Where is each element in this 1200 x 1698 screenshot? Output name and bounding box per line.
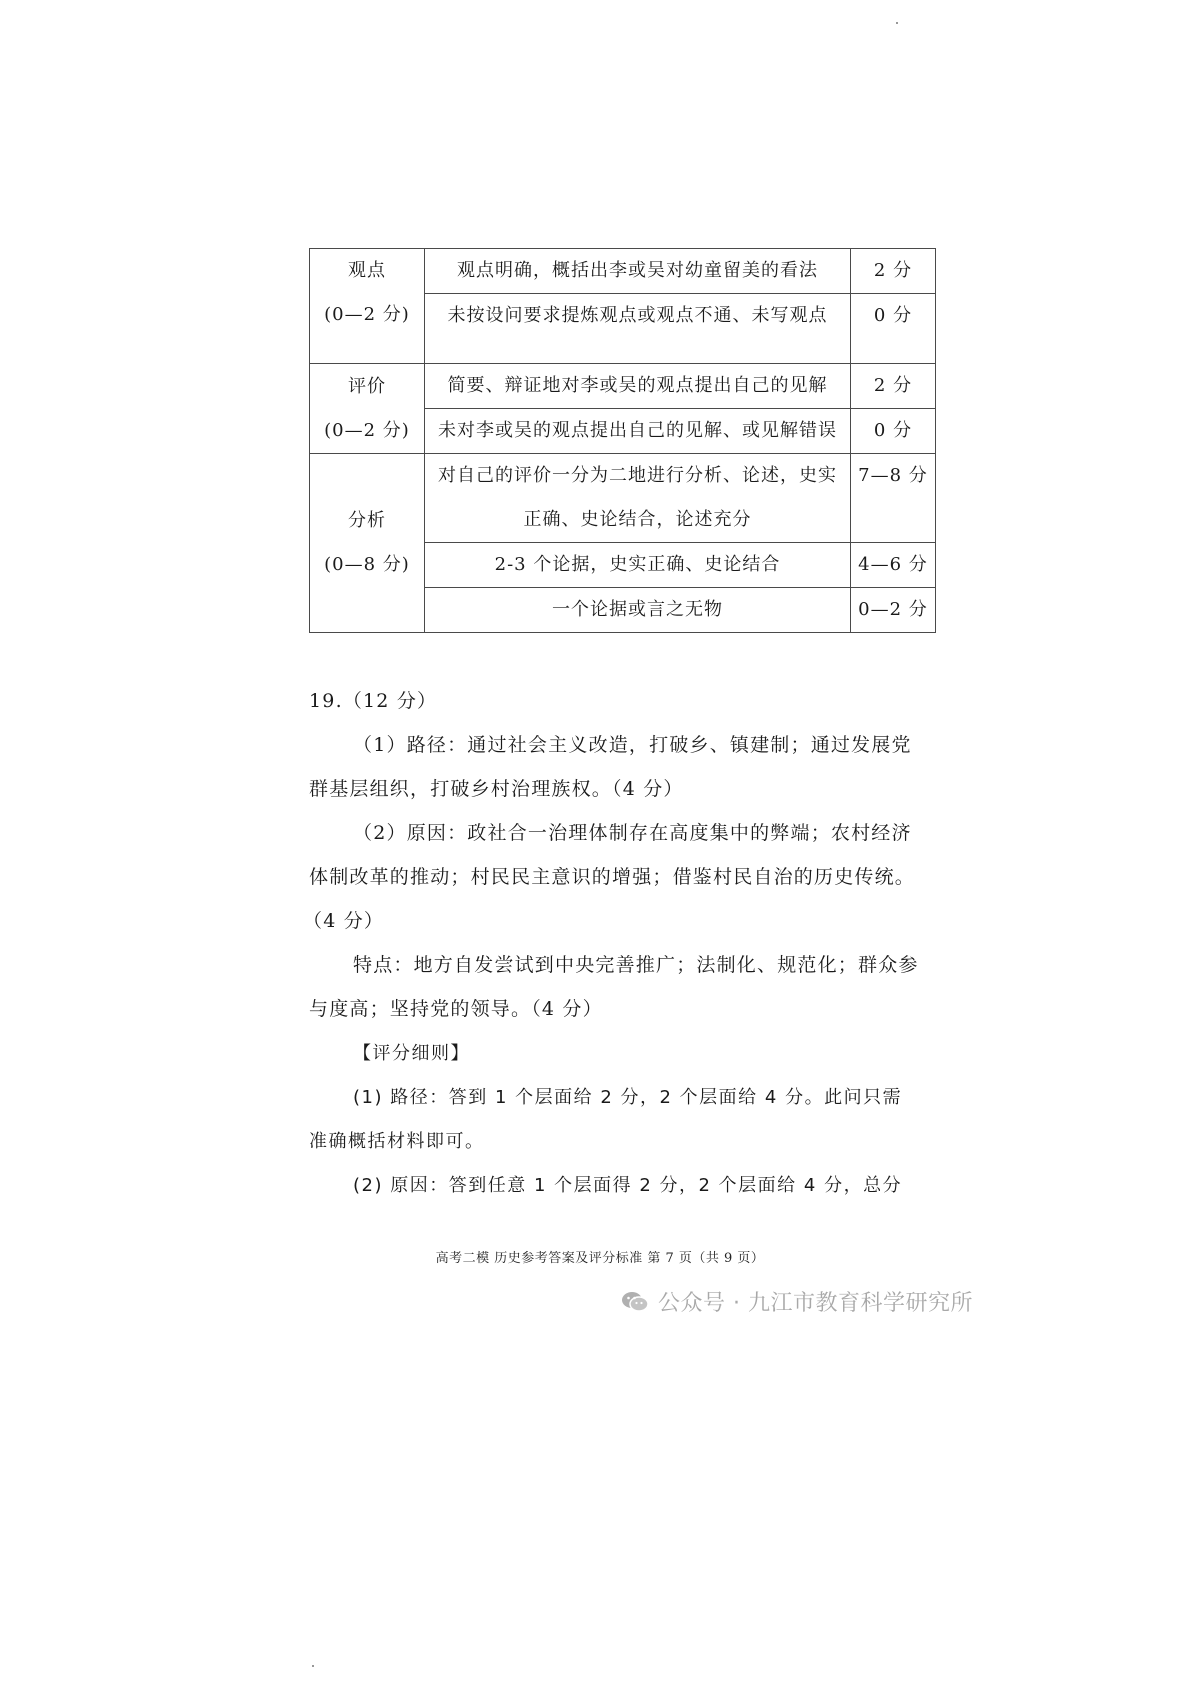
- criterion-score: 0 分: [851, 409, 936, 454]
- criterion-score: 0 分: [851, 294, 936, 364]
- answer-line: （1）路径：通过社会主义改造，打破乡、镇建制；通过发展党: [353, 734, 912, 756]
- dimension-cell-analysis: [310, 454, 425, 633]
- criterion-text: 一个论据或言之无物: [425, 588, 851, 633]
- wechat-icon: [620, 1290, 650, 1314]
- rubric-row: [310, 364, 936, 409]
- dimension-name: 观点: [348, 260, 386, 281]
- page-footer: 高考二模 历史参考答案及评分标准 第 7 页（共 9 页）: [435, 1251, 765, 1266]
- rubric-row: [310, 454, 936, 543]
- scoring-detail-line: (2) 原因：答到任意 1 个层面得 2 分，2 个层面给 4 分，总分: [353, 1175, 903, 1196]
- criterion-score: 2 分: [851, 364, 936, 409]
- watermark-text: 公众号 · 九江市教育科学研究所: [658, 1291, 973, 1316]
- criterion-text: 简要、辩证地对李或吴的观点提出自己的见解: [425, 364, 851, 409]
- criterion-score: 7—8 分: [851, 454, 936, 543]
- criterion-score: 4—6 分: [851, 543, 936, 588]
- scoring-detail-line: 准确概括材料即可。: [309, 1131, 485, 1152]
- dimension-range: (0—8 分): [324, 554, 410, 575]
- criterion-text: 未按设问要求提炼观点或观点不通、未写观点: [425, 294, 851, 364]
- criterion-score: 0—2 分: [851, 588, 936, 633]
- answer-line: 群基层组织，打破乡村治理族权。（4 分）: [309, 778, 684, 800]
- scan-speck: [896, 22, 898, 24]
- criterion-text: 观点明确，概括出李或吴对幼童留美的看法: [425, 249, 851, 294]
- dimension-cell-viewpoint: [310, 249, 425, 364]
- watermark: [620, 1286, 973, 1317]
- answer-line: （2）原因：政社合一治理体制存在高度集中的弊端；农村经济: [353, 822, 912, 844]
- rubric-row: [310, 249, 936, 294]
- dimension-cell-evaluation: [310, 364, 425, 454]
- criterion-text: 未对李或吴的观点提出自己的见解、或见解错误: [425, 409, 851, 454]
- question-heading: 19.（12 分）: [309, 690, 438, 712]
- criterion-text: 2-3 个论据，史实正确、史论结合: [425, 543, 851, 588]
- criterion-score: 2 分: [851, 249, 936, 294]
- scoring-detail-heading: 【评分细则】: [353, 1043, 470, 1064]
- answer-line: （4 分）: [303, 910, 385, 932]
- answer-line: 体制改革的推动；村民民主意识的增强；借鉴村民自治的历史传统。: [309, 866, 916, 888]
- dimension-range: (0—2 分): [324, 304, 410, 325]
- dimension-name: 分析: [348, 510, 386, 531]
- dimension-name: 评价: [348, 375, 386, 397]
- scan-speck: [312, 1665, 314, 1667]
- answer-line: 特点：地方自发尝试到中央完善推广；法制化、规范化；群众参: [353, 954, 919, 976]
- criterion-text: [425, 454, 851, 543]
- criterion-text-line: 正确、史论结合，论述充分: [523, 509, 752, 530]
- scoring-detail-line: (1) 路径：答到 1 个层面给 2 分，2 个层面给 4 分。此问只需: [353, 1087, 903, 1108]
- criterion-text-line: 对自己的评价一分为二地进行分析、论述，史实: [438, 465, 837, 486]
- dimension-range: (0—2 分): [324, 419, 410, 441]
- answer-line: 与度高；坚持党的领导。（4 分）: [309, 998, 603, 1020]
- scoring-rubric-table: [309, 248, 936, 633]
